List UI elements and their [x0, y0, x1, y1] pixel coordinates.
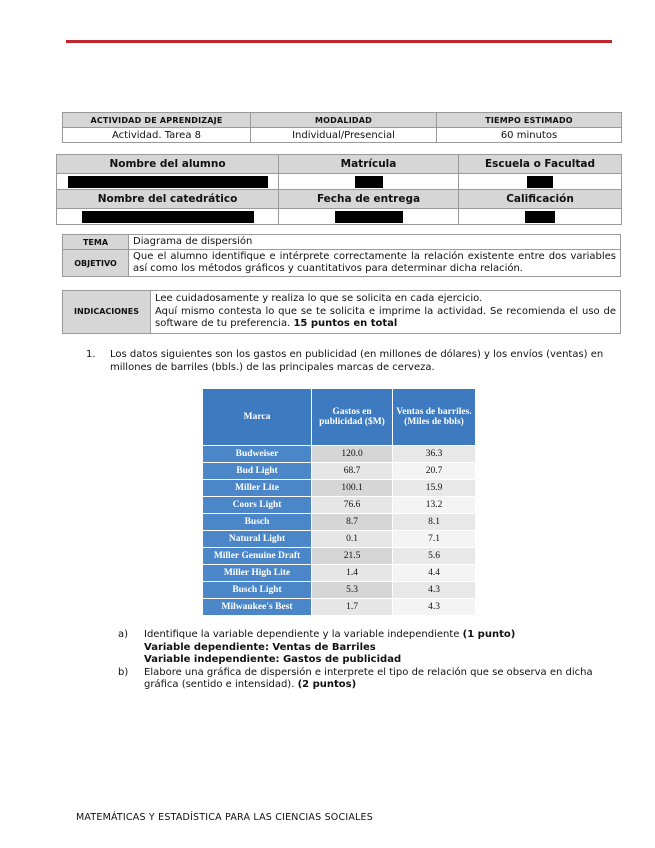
table-row	[203, 548, 476, 565]
brand-cell: Busch Light	[203, 582, 312, 599]
due-date-header: Fecha de entrega	[279, 190, 459, 209]
question-1	[86, 349, 622, 374]
id-header: Matrícula	[279, 155, 459, 174]
brand-cell: Milwaukee's Best	[203, 599, 312, 616]
sales-column-header: Ventas de barriles. (Miles de bbls)	[393, 389, 476, 446]
independent-variable-answer: Variable independiente: Gastos de publicidad	[144, 654, 402, 665]
table-row	[203, 480, 476, 497]
dependent-variable-answer: Variable dependiente: Ventas de Barriles	[144, 641, 376, 653]
subquestions	[118, 629, 618, 692]
instructions-line-2: Aquí mismo contesta lo que se te solicita e imprime la actividad. Se recomienda el uso de software de tu preferencia. 15 puntos en total	[155, 305, 616, 329]
subquestion-b-text: Elabore una gráfica de dispersión e interprete el tipo de relación que se observa en dicha gráfica (sentido e intensidad).	[144, 666, 593, 690]
redacted-grade	[525, 211, 555, 223]
instructions-label: INDICACIONES	[63, 291, 151, 334]
student-info-table	[56, 154, 622, 225]
subquestion-a-label: a)	[118, 629, 129, 640]
sales-cell: 36.3	[393, 446, 476, 463]
advertising-cell: 1.4	[312, 565, 393, 582]
advertising-cell: 8.7	[312, 514, 393, 531]
redacted-teacher-name	[82, 211, 254, 223]
brand-column-header: Marca	[203, 389, 312, 446]
advertising-cell: 76.6	[312, 497, 393, 514]
advertising-cell: 120.0	[312, 446, 393, 463]
sales-cell: 15.9	[393, 480, 476, 497]
brand-cell: Coors Light	[203, 497, 312, 514]
objective-label: OBJETIVO	[63, 250, 129, 277]
time-header: TIEMPO ESTIMADO	[437, 113, 622, 128]
modality-header: MODALIDAD	[251, 113, 437, 128]
table-row	[203, 446, 476, 463]
subquestion-b	[118, 667, 618, 692]
teacher-name-header: Nombre del catedrático	[57, 190, 279, 209]
advertising-cell: 21.5	[312, 548, 393, 565]
instructions-line-1: Lee cuidadosamente y realiza lo que se solicita en cada ejercicio.	[155, 293, 483, 304]
table-row	[203, 497, 476, 514]
instructions-table	[62, 290, 621, 334]
redacted-student-name	[68, 176, 268, 188]
beer-data-table	[202, 388, 476, 616]
sales-cell: 13.2	[393, 497, 476, 514]
time-value: 60 minutos	[437, 128, 622, 143]
sales-cell: 4.3	[393, 599, 476, 616]
activity-header: ACTIVIDAD DE APRENDIZAJE	[63, 113, 251, 128]
advertising-cell: 0.1	[312, 531, 393, 548]
table-row	[203, 582, 476, 599]
question-number: 1.	[86, 349, 96, 360]
subquestion-b-points: (2 puntos)	[297, 679, 357, 690]
modality-value: Individual/Presencial	[251, 128, 437, 143]
subquestion-a-points: (1 punto)	[462, 629, 516, 640]
advertising-cell: 5.3	[312, 582, 393, 599]
school-header: Escuela o Facultad	[459, 155, 622, 174]
brand-cell: Miller High Lite	[203, 565, 312, 582]
table-row	[203, 463, 476, 480]
advertising-column-header: Gastos en publicidad ($M)	[312, 389, 393, 446]
sales-cell: 20.7	[393, 463, 476, 480]
redacted-id	[355, 176, 383, 188]
advertising-cell: 100.1	[312, 480, 393, 497]
topic-value: Diagrama de dispersión	[129, 235, 621, 250]
redacted-school	[527, 176, 553, 188]
topic-table	[62, 234, 621, 277]
activity-table	[62, 112, 622, 143]
sales-cell: 4.3	[393, 582, 476, 599]
table-row	[203, 514, 476, 531]
sales-cell: 8.1	[393, 514, 476, 531]
table-row	[203, 599, 476, 616]
brand-cell: Miller Genuine Draft	[203, 548, 312, 565]
redacted-due-date	[335, 211, 403, 223]
brand-cell: Miller Lite	[203, 480, 312, 497]
subquestion-a	[118, 629, 618, 667]
table-row	[203, 565, 476, 582]
activity-value: Actividad. Tarea 8	[63, 128, 251, 143]
advertising-cell: 1.7	[312, 599, 393, 616]
subquestion-a-text: Identifique la variable dependiente y la variable independiente	[144, 629, 460, 640]
objective-value: Que el alumno identifique e intérprete correctamente la relación existente entre dos variables así como los métodos gráficos y cuantitativos para determinar dicha relación.	[129, 250, 621, 277]
sales-cell: 7.1	[393, 531, 476, 548]
brand-cell: Natural Light	[203, 531, 312, 548]
instructions-text	[151, 291, 621, 334]
sales-cell: 4.4	[393, 565, 476, 582]
grade-header: Calificación	[459, 190, 622, 209]
sales-cell: 5.6	[393, 548, 476, 565]
header-rule	[66, 40, 612, 43]
question-text: Los datos siguientes son los gastos en publicidad (en millones de dólares) y los envíos (ventas) en millones de barriles (bbls.) de las principales marcas de cerveza.	[110, 349, 604, 373]
advertising-cell: 68.7	[312, 463, 393, 480]
brand-cell: Bud Light	[203, 463, 312, 480]
total-points: 15 puntos en total	[293, 318, 398, 329]
student-name-header: Nombre del alumno	[57, 155, 279, 174]
topic-label: TEMA	[63, 235, 129, 250]
footer-course-title: MATEMÁTICAS Y ESTADÍSTICA PARA LAS CIENCIAS SOCIALES	[76, 812, 373, 823]
brand-cell: Busch	[203, 514, 312, 531]
table-row	[203, 531, 476, 548]
subquestion-b-label: b)	[118, 666, 129, 678]
brand-cell: Budweiser	[203, 446, 312, 463]
